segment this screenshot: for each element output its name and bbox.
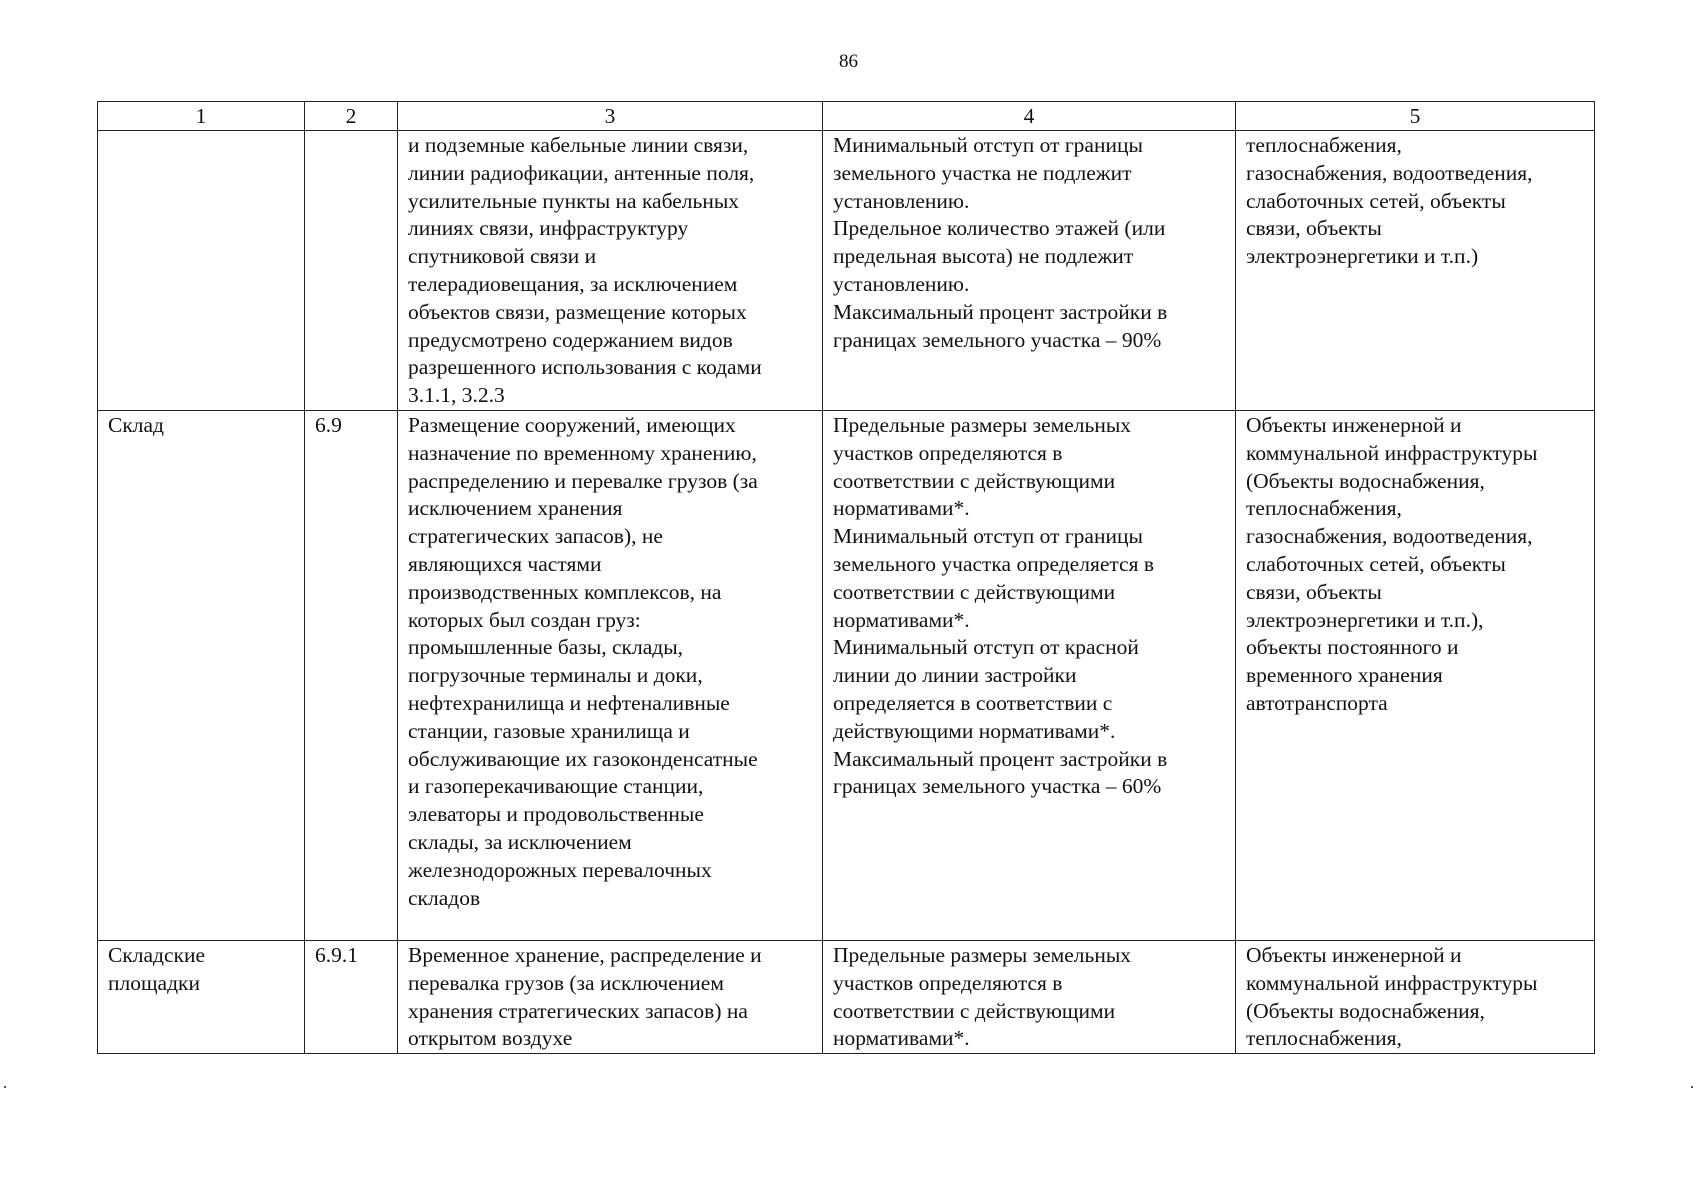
use-description: Размещение сооружений, имеющих назначение по временному хранению, распределению и перевалке грузов (за исключением хранения стратегических запасов), не являющихся частями производственных комплексов, на которых был создан груз: промышленные базы, склады, погрузочные терминалы и доки, нефтехранилища и нефтеналивные станции, газовые хранилища и обслуживающие их газоконденсатные и газоперекачивающие станции, элеваторы и продовольственные склады, за исключением железнодорожных перевалочных складов: [408, 413, 758, 910]
column-header-1: 1: [98, 102, 305, 131]
use-description: и подземные кабельные линии связи, линии радиофикации, антенные поля, усилительные пункты на кабельных линиях связи, инфраструктуру спутниковой связи и телерадиовещания, за исключением объектов связи, размещение которых предусмотрено содержанием видов разрешенного использования с кодами 3.1.1, 3.2.3: [408, 133, 762, 408]
cell-description: [398, 411, 823, 941]
column-header-5: 5: [1236, 102, 1595, 131]
cell-parameters: [823, 411, 1236, 941]
cell-code: [305, 411, 398, 941]
cell-auxiliary: [1236, 411, 1595, 941]
use-name: Склад: [108, 413, 164, 437]
cell-code: [305, 131, 398, 411]
cell-description: [398, 941, 823, 1054]
use-name: Складские площадки: [108, 943, 206, 995]
use-description: Временное хранение, распределение и перевалка грузов (за исключением хранения стратегических запасов) на открытом воздухе: [408, 943, 762, 1051]
auxiliary-uses: теплоснабжения, газоснабжения, водоотведения, слаботочных сетей, объекты связи, объекты электроэнергетики и т.п.): [1246, 133, 1533, 269]
scan-speck: [4, 1086, 6, 1088]
table-body: [98, 131, 1595, 1054]
column-header-3: 3: [398, 102, 823, 131]
cell-auxiliary: [1236, 941, 1595, 1054]
table-row: [98, 411, 1595, 941]
cell-name: [98, 411, 305, 941]
table-header: [98, 102, 1595, 131]
column-header-4: 4: [823, 102, 1236, 131]
auxiliary-uses: Объекты инженерной и коммунальной инфраструктуры (Объекты водоснабжения, теплоснабжения, газоснабжения, водоотведения, слаботочных сетей, объекты связи, объекты электроэнергетики и т.п.), объекты постоянного и временного хранения автотранспорта: [1246, 413, 1538, 715]
table-row: [98, 941, 1595, 1054]
cell-parameters: [823, 941, 1236, 1054]
build-parameters: Предельные размеры земельных участков определяются в соответствии с действующими нормативами*. Минимальный отступ от границы земельного участка определяется в соответствии с действующими нормативами*. Минимальный отступ от красной линии до линии застройки определяется в соответствии с действующими нормативами*. Максимальный процент застройки в границах земельного участка – 60%: [833, 413, 1168, 799]
scan-speck: [1691, 1086, 1693, 1088]
cell-name: [98, 131, 305, 411]
cell-description: [398, 131, 823, 411]
build-parameters: Минимальный отступ от границы земельного участка не подлежит установлению. Предельное количество этажей (или предельная высота) не подлежит установлению. Максимальный процент застройки в границах земельного участка – 90%: [833, 133, 1168, 352]
use-name: [108, 131, 296, 132]
use-code: 6.9.1: [315, 943, 358, 967]
use-code: 6.9: [315, 413, 342, 437]
cell-auxiliary: [1236, 131, 1595, 411]
land-use-table: [97, 101, 1595, 1054]
column-header-2: 2: [305, 102, 398, 131]
use-code: [315, 131, 389, 132]
cell-parameters: [823, 131, 1236, 411]
header-row: [98, 102, 1595, 131]
page-number: 86: [839, 51, 858, 72]
cell-name: [98, 941, 305, 1054]
build-parameters: Предельные размеры земельных участков определяются в соответствии с действующими нормативами*.: [833, 943, 1132, 1051]
cell-code: [305, 941, 398, 1054]
table-row: [98, 131, 1595, 411]
auxiliary-uses: Объекты инженерной и коммунальной инфраструктуры (Объекты водоснабжения, теплоснабжения,: [1246, 943, 1538, 1051]
